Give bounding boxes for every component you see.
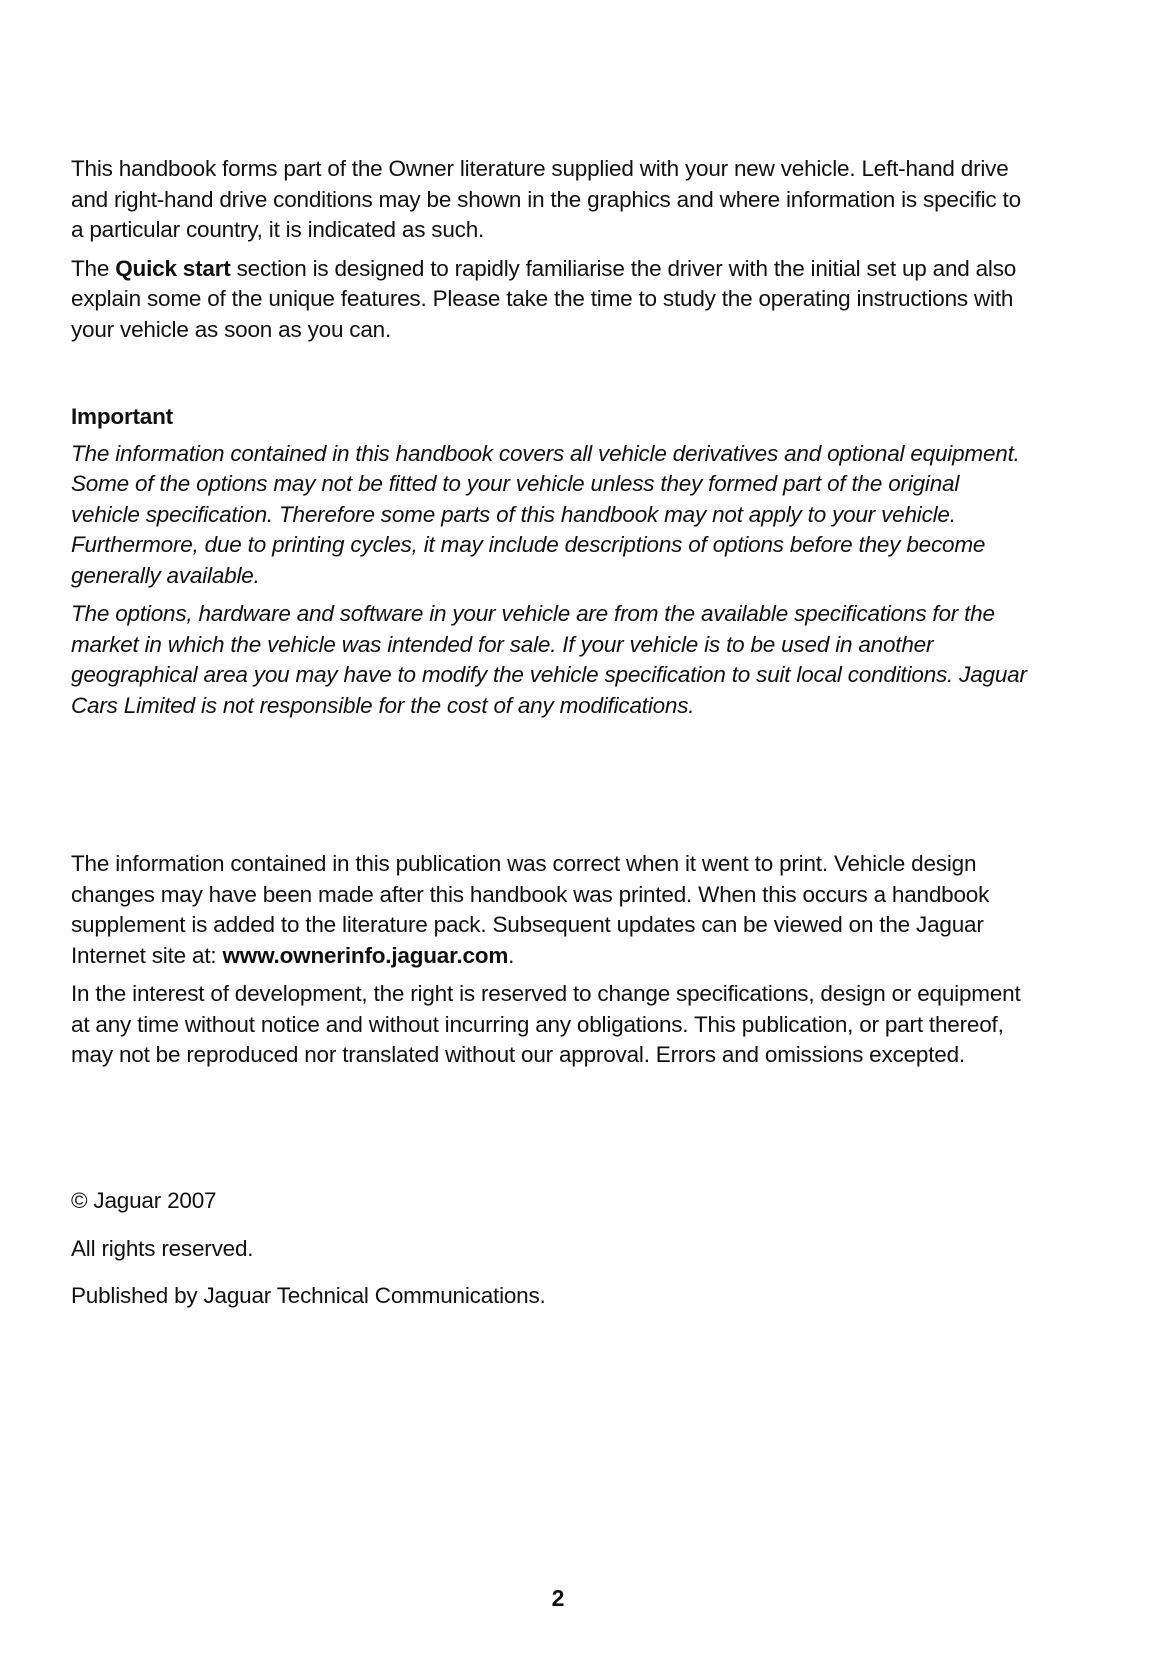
rights-reserved-line: All rights reserved. bbox=[71, 1235, 254, 1261]
important-section bbox=[71, 402, 1031, 729]
copyright-line: © Jaguar 2007 bbox=[71, 1188, 217, 1213]
intro-paragraph-2-prefix: The bbox=[71, 255, 116, 281]
intro-paragraph-1: This handbook forms part of the Owner literature supplied with your new vehicle. Left-hand drive and right-hand drive conditions may be shown in the graphics and where information is specific to a particular country, it is indicated as such. bbox=[71, 156, 1021, 242]
intro-paragraph-2 bbox=[71, 254, 1031, 346]
page-number: 2 bbox=[551, 1585, 565, 1611]
publication-paragraph-2: In the interest of development, the right is reserved to change specifications, design or equipment at any time without notice and without incurring any obligations. This publication, or part thereof, may not be reproduced nor translated without our approval. Errors and omissions excepted. bbox=[71, 981, 1021, 1067]
publication-paragraph-1-suffix: . bbox=[508, 942, 515, 968]
intro-section bbox=[71, 154, 1031, 353]
important-paragraph-2: The options, hardware and software in your vehicle are from the available specifications for the market in which the vehicle was intended for sale. If your vehicle is to be used in another geographical area you may have to modify the vehicle specification to suit local conditions. Jaguar Cars Limited is not responsible for the cost of any modifications. bbox=[71, 601, 1027, 718]
important-body bbox=[71, 439, 1031, 722]
publication-paragraph-1-prefix: The information contained in this publication was correct when it went to print. Vehicle design changes may have been made after this handbook was printed. When this occurs a handbook supplement is added to the literature pack. Subsequent updates can be viewed on the Jaguar Internet site at: bbox=[71, 851, 990, 968]
important-paragraph-1: The information contained in this handbook covers all vehicle derivatives and optional equipment. Some of the options may not be fitted to your vehicle unless they formed part of the original vehicle specification. Therefore some parts of this handbook may not apply to your vehicle. Furthermore, due to printing cycles, it may include descriptions of options before they become generally available. bbox=[71, 440, 1020, 588]
publisher-line: Published by Jaguar Technical Communications. bbox=[71, 1283, 546, 1308]
jaguar-website-link[interactable]: www.ownerinfo.jaguar.com bbox=[222, 942, 509, 968]
important-heading: Important bbox=[71, 404, 173, 429]
copyright-section bbox=[71, 1186, 1031, 1320]
quick-start-emphasis: Quick start bbox=[115, 255, 231, 281]
publication-paragraph-1 bbox=[71, 849, 1031, 971]
publication-section bbox=[71, 849, 1031, 1079]
intro-paragraph-2-suffix: section is designed to rapidly familiarise the driver with the initial set up and also explain some of the unique features. Please take the time to study the operating instructions with your vehicle as soon as you can. bbox=[71, 255, 1017, 342]
